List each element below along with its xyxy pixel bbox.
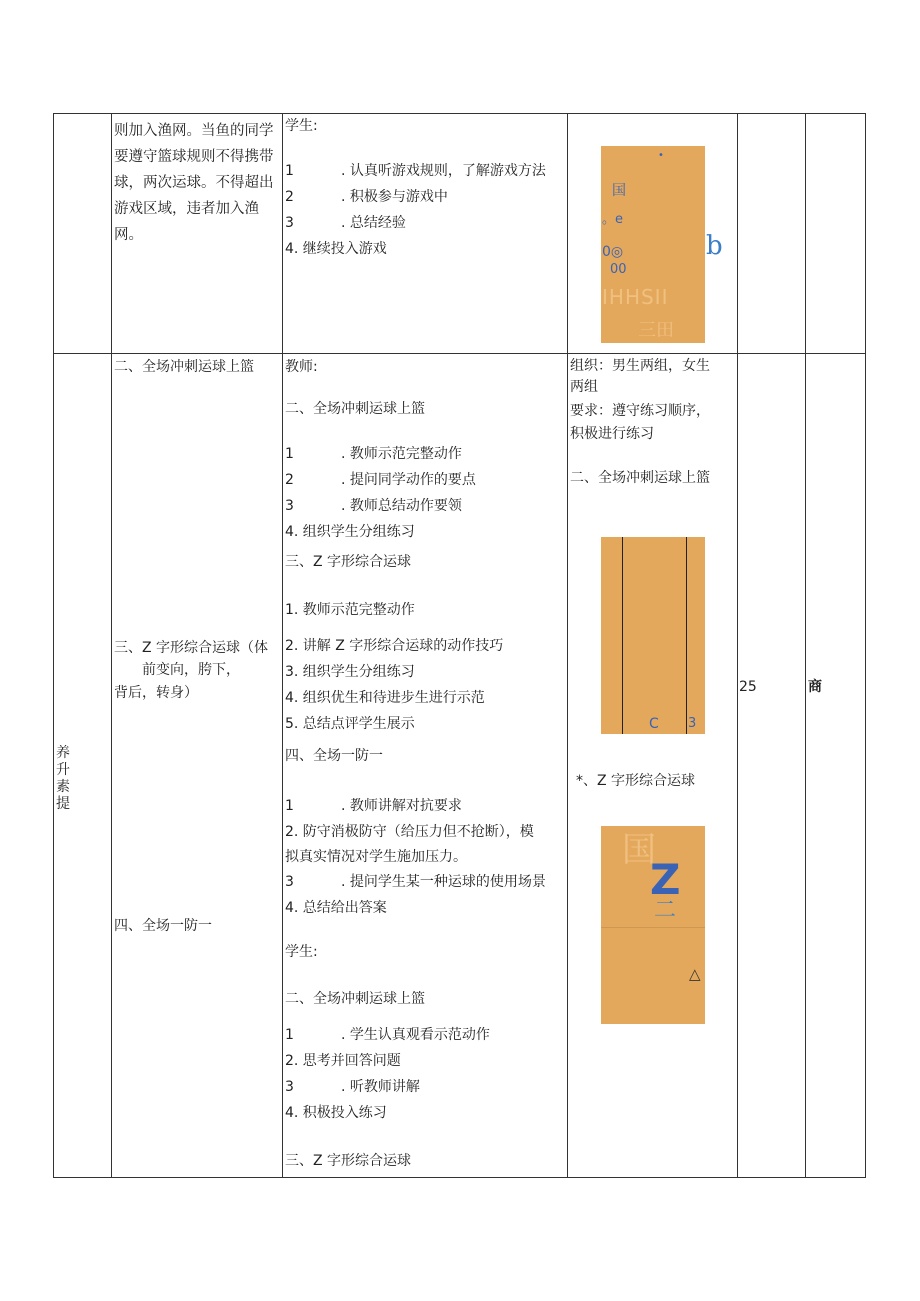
dot-mark: • xyxy=(658,150,664,161)
court-lane-line xyxy=(686,537,687,734)
student-step xyxy=(285,1077,420,1097)
student-step: 2. 思考并回答问题 xyxy=(285,1053,401,1069)
student-step xyxy=(285,161,546,181)
organization-text: 组织：男生两组，女生 xyxy=(570,358,710,374)
drill-heading: 二、全场冲刺运球上篮 xyxy=(570,470,710,486)
content-heading: 背后，转身） xyxy=(114,685,198,701)
step-number: 3 xyxy=(285,215,294,231)
court-dash-mark: 二 xyxy=(654,898,677,923)
court-faded-lines: 三田 xyxy=(638,320,674,341)
step-text: . 提问同学动作的要点 xyxy=(341,472,476,488)
step-number: 1 xyxy=(285,446,294,462)
teacher-step: 5. 总结点评学生展示 xyxy=(285,716,415,732)
step-number: 1 xyxy=(285,163,294,179)
col-line-4 xyxy=(737,113,738,1178)
teacher-step: 4. 组织优生和待进步生进行示范 xyxy=(285,690,485,706)
activity-heading: 二、全场冲刺运球上篮 xyxy=(285,401,425,417)
game-rules-line: 网。 xyxy=(114,227,143,243)
teacher-step xyxy=(285,470,476,490)
student-step: 4. 继续投入游戏 xyxy=(285,241,387,257)
court-label-e: 。e xyxy=(602,212,623,227)
step-number: 3 xyxy=(285,874,294,890)
step-number: 1 xyxy=(285,798,294,814)
drill-heading: *、Z 字形综合运球 xyxy=(576,773,696,789)
col-line-5 xyxy=(805,113,806,1178)
col-line-6 xyxy=(865,113,866,1178)
teacher-step: 4. 总结给出答案 xyxy=(285,900,387,916)
game-rules-line: 游戏区域，违者加入渔 xyxy=(114,201,259,217)
court-z-mark: Z xyxy=(650,855,681,904)
court-faded-guo: 国 xyxy=(622,830,656,870)
teacher-step: 拟真实情况对学生施加压力。 xyxy=(285,849,467,865)
court-midline xyxy=(601,927,705,928)
teacher-heading: 教师: xyxy=(285,359,318,375)
student-step xyxy=(285,1025,490,1045)
content-heading: 前变向，胯下， xyxy=(142,662,240,678)
student-step xyxy=(285,213,406,233)
col-line-3 xyxy=(567,113,568,1178)
court-label-players: 0◎ xyxy=(602,244,624,260)
table-bottom-border xyxy=(53,1177,866,1178)
step-text: . 认真听游戏规则，了解游戏方法 xyxy=(341,163,546,179)
requirement-text: 要求：遵守练习顺序， xyxy=(570,403,710,419)
step-text: . 积极参与游戏中 xyxy=(341,189,448,205)
requirement-text: 积极进行练习 xyxy=(570,426,654,442)
content-heading: 四、全场一防一 xyxy=(114,918,212,934)
step-text: . 教师总结动作要领 xyxy=(341,498,462,514)
teacher-step xyxy=(285,444,462,464)
step-number: 2 xyxy=(285,189,294,205)
section-label-char: 养 xyxy=(56,745,70,761)
intensity-value: 商 xyxy=(808,679,822,695)
layup-court-diagram xyxy=(601,537,705,734)
col-line-2 xyxy=(282,113,283,1178)
student-step xyxy=(285,187,448,207)
court-label-guo: 国 xyxy=(612,183,626,199)
step-text: . 听教师讲解 xyxy=(341,1079,420,1095)
organization-text: 两组 xyxy=(570,379,598,395)
step-text: . 教师示范完整动作 xyxy=(341,446,462,462)
teacher-step: 2. 防守消极防守（给压力但不抢断），模 xyxy=(285,824,534,840)
content-heading: 三、Z 字形综合运球（体 xyxy=(114,640,269,656)
court-label-b: b xyxy=(706,231,723,261)
activity-heading: 四、全场一防一 xyxy=(285,748,383,764)
court-label-players: 00 xyxy=(610,262,627,277)
step-number: 1 xyxy=(285,1027,294,1043)
activity-heading: 三、Z 字形综合运球 xyxy=(285,554,412,570)
section-label-char: 升 xyxy=(56,762,70,778)
teacher-step xyxy=(285,796,462,816)
student-heading: 学生: xyxy=(285,944,318,960)
game-rules-line: 要遵守篮球规则不得携带 xyxy=(114,149,274,165)
step-text: . 学生认真观看示范动作 xyxy=(341,1027,490,1043)
court-lane-line xyxy=(622,537,623,734)
col-line-0 xyxy=(53,113,54,1178)
teacher-step: 4. 组织学生分组练习 xyxy=(285,524,415,540)
court-mark-3: 3 xyxy=(688,716,697,731)
court-triangle-mark: △ xyxy=(689,965,701,983)
student-step: 4. 积极投入练习 xyxy=(285,1105,387,1121)
row-divider xyxy=(53,353,866,354)
court-mark-c: C xyxy=(649,716,659,732)
step-number: 3 xyxy=(285,1079,294,1095)
step-number: 2 xyxy=(285,472,294,488)
teacher-step: 1. 教师示范完整动作 xyxy=(285,602,415,618)
court-faded-lines: IHHSII xyxy=(602,285,669,309)
teacher-step xyxy=(285,496,462,516)
game-rules-line: 球，两次运球。不得超出 xyxy=(114,175,274,191)
step-text: . 提问学生某一种运球的使用场景 xyxy=(341,874,546,890)
step-text: . 总结经验 xyxy=(341,215,406,231)
activity-heading: 三、Z 字形综合运球 xyxy=(285,1153,412,1169)
col-line-1 xyxy=(111,113,112,1178)
section-label-char: 素 xyxy=(56,779,70,795)
section-label xyxy=(55,745,71,813)
step-text: . 教师讲解对抗要求 xyxy=(341,798,462,814)
section-label-char: 提 xyxy=(56,796,70,812)
activity-heading: 二、全场冲刺运球上篮 xyxy=(285,991,425,1007)
student-heading: 学生: xyxy=(285,118,318,134)
game-rules-line: 则加入渔网。当鱼的同学 xyxy=(114,123,274,139)
teacher-step xyxy=(285,872,546,892)
table-top-border xyxy=(53,113,866,114)
teacher-step: 2. 讲解 Z 字形综合运球的动作技巧 xyxy=(285,638,504,654)
duration-value: 25 xyxy=(739,679,757,695)
content-heading: 二、全场冲刺运球上篮 xyxy=(114,359,254,375)
teacher-step: 3. 组织学生分组练习 xyxy=(285,664,415,680)
step-number: 3 xyxy=(285,498,294,514)
